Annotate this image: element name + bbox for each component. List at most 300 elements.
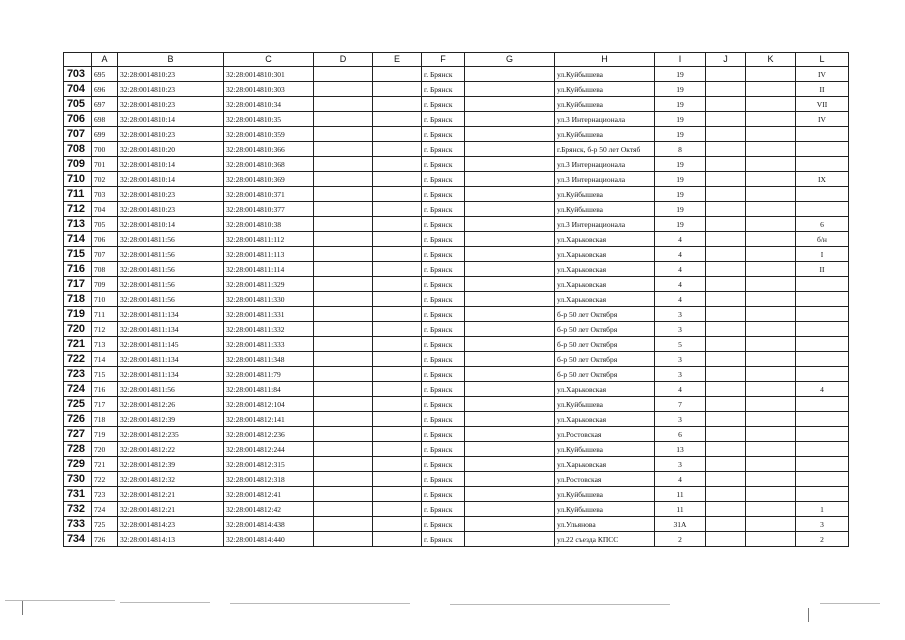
cell-d[interactable] bbox=[314, 247, 373, 262]
row-number[interactable]: 720 bbox=[64, 322, 92, 337]
cell-g[interactable] bbox=[465, 142, 555, 157]
cell-b[interactable]: 32:28:0014811:145 bbox=[118, 337, 224, 352]
cell-g[interactable] bbox=[465, 262, 555, 277]
cell-k[interactable] bbox=[746, 217, 796, 232]
cell-l[interactable] bbox=[796, 292, 849, 307]
cell-g[interactable] bbox=[465, 157, 555, 172]
cell-i[interactable]: 4 bbox=[655, 262, 706, 277]
cell-d[interactable] bbox=[314, 412, 373, 427]
cell-j[interactable] bbox=[706, 442, 746, 457]
cell-l[interactable] bbox=[796, 367, 849, 382]
row-number[interactable]: 728 bbox=[64, 442, 92, 457]
cell-k[interactable] bbox=[746, 157, 796, 172]
row-number[interactable]: 716 bbox=[64, 262, 92, 277]
cell-f[interactable]: г. Брянск bbox=[422, 517, 465, 532]
row-number[interactable]: 708 bbox=[64, 142, 92, 157]
cell-f[interactable]: г. Брянск bbox=[422, 397, 465, 412]
cell-b[interactable]: 32:28:0014811:56 bbox=[118, 232, 224, 247]
cell-i[interactable]: 4 bbox=[655, 382, 706, 397]
cell-b[interactable]: 32:28:0014811:56 bbox=[118, 247, 224, 262]
row-number[interactable]: 723 bbox=[64, 367, 92, 382]
cell-h[interactable]: ул.Куйбышева bbox=[555, 127, 655, 142]
cell-l[interactable]: VII bbox=[796, 97, 849, 112]
column-header-d[interactable]: D bbox=[314, 53, 373, 67]
cell-k[interactable] bbox=[746, 307, 796, 322]
cell-h[interactable]: ул.Куйбышева bbox=[555, 397, 655, 412]
cell-g[interactable] bbox=[465, 337, 555, 352]
cell-j[interactable] bbox=[706, 307, 746, 322]
cell-a[interactable]: 708 bbox=[92, 262, 118, 277]
cell-l[interactable] bbox=[796, 277, 849, 292]
cell-i[interactable]: 3 bbox=[655, 457, 706, 472]
cell-d[interactable] bbox=[314, 202, 373, 217]
cell-l[interactable] bbox=[796, 322, 849, 337]
row-number[interactable]: 726 bbox=[64, 412, 92, 427]
cell-h[interactable]: б-р 50 лет Октября bbox=[555, 352, 655, 367]
cell-k[interactable] bbox=[746, 517, 796, 532]
cell-f[interactable]: г. Брянск bbox=[422, 217, 465, 232]
cell-h[interactable]: ул.Харьковская bbox=[555, 277, 655, 292]
cell-c[interactable]: 32:28:0014812:236 bbox=[224, 427, 314, 442]
cell-f[interactable]: г. Брянск bbox=[422, 172, 465, 187]
cell-d[interactable] bbox=[314, 502, 373, 517]
cell-c[interactable]: 32:28:0014810:369 bbox=[224, 172, 314, 187]
row-number[interactable]: 710 bbox=[64, 172, 92, 187]
cell-d[interactable] bbox=[314, 487, 373, 502]
cell-k[interactable] bbox=[746, 172, 796, 187]
cell-f[interactable]: г. Брянск bbox=[422, 292, 465, 307]
cell-h[interactable]: ул.Ростовская bbox=[555, 472, 655, 487]
cell-b[interactable]: 32:28:0014810:14 bbox=[118, 172, 224, 187]
cell-e[interactable] bbox=[373, 517, 422, 532]
cell-c[interactable]: 32:28:0014810:34 bbox=[224, 97, 314, 112]
cell-a[interactable]: 716 bbox=[92, 382, 118, 397]
cell-l[interactable]: 3 bbox=[796, 517, 849, 532]
cell-j[interactable] bbox=[706, 517, 746, 532]
cell-f[interactable]: г. Брянск bbox=[422, 472, 465, 487]
cell-e[interactable] bbox=[373, 142, 422, 157]
cell-f[interactable]: г. Брянск bbox=[422, 367, 465, 382]
cell-d[interactable] bbox=[314, 337, 373, 352]
cell-l[interactable] bbox=[796, 442, 849, 457]
cell-d[interactable] bbox=[314, 127, 373, 142]
cell-j[interactable] bbox=[706, 322, 746, 337]
cell-b[interactable]: 32:28:0014810:14 bbox=[118, 112, 224, 127]
cell-l[interactable] bbox=[796, 307, 849, 322]
cell-h[interactable]: ул.Харьковская bbox=[555, 457, 655, 472]
row-number[interactable]: 718 bbox=[64, 292, 92, 307]
corner-cell[interactable] bbox=[64, 53, 92, 67]
cell-a[interactable]: 713 bbox=[92, 337, 118, 352]
cell-b[interactable]: 32:28:0014811:56 bbox=[118, 262, 224, 277]
cell-f[interactable]: г. Брянск bbox=[422, 457, 465, 472]
cell-j[interactable] bbox=[706, 157, 746, 172]
cell-h[interactable]: б-р 50 лет Октября bbox=[555, 367, 655, 382]
cell-g[interactable] bbox=[465, 277, 555, 292]
cell-i[interactable]: 19 bbox=[655, 82, 706, 97]
cell-h[interactable]: ул.Куйбышева bbox=[555, 187, 655, 202]
cell-h[interactable]: ул.22 съезда КПСС bbox=[555, 532, 655, 547]
cell-b[interactable]: 32:28:0014810:23 bbox=[118, 202, 224, 217]
cell-e[interactable] bbox=[373, 277, 422, 292]
cell-a[interactable]: 720 bbox=[92, 442, 118, 457]
cell-e[interactable] bbox=[373, 247, 422, 262]
cell-d[interactable] bbox=[314, 112, 373, 127]
cell-j[interactable] bbox=[706, 487, 746, 502]
cell-k[interactable] bbox=[746, 412, 796, 427]
cell-a[interactable]: 696 bbox=[92, 82, 118, 97]
cell-b[interactable]: 32:28:0014812:235 bbox=[118, 427, 224, 442]
cell-g[interactable] bbox=[465, 427, 555, 442]
cell-k[interactable] bbox=[746, 142, 796, 157]
cell-k[interactable] bbox=[746, 502, 796, 517]
cell-a[interactable]: 715 bbox=[92, 367, 118, 382]
cell-l[interactable]: 6 bbox=[796, 217, 849, 232]
cell-e[interactable] bbox=[373, 472, 422, 487]
cell-g[interactable] bbox=[465, 97, 555, 112]
cell-f[interactable]: г. Брянск bbox=[422, 247, 465, 262]
row-number[interactable]: 719 bbox=[64, 307, 92, 322]
cell-g[interactable] bbox=[465, 352, 555, 367]
cell-b[interactable]: 32:28:0014814:23 bbox=[118, 517, 224, 532]
cell-e[interactable] bbox=[373, 502, 422, 517]
cell-i[interactable]: 19 bbox=[655, 202, 706, 217]
cell-a[interactable]: 719 bbox=[92, 427, 118, 442]
cell-e[interactable] bbox=[373, 427, 422, 442]
cell-c[interactable]: 32:28:0014810:368 bbox=[224, 157, 314, 172]
cell-h[interactable]: ул.Куйбышева bbox=[555, 442, 655, 457]
cell-f[interactable]: г. Брянск bbox=[422, 97, 465, 112]
cell-l[interactable]: 4 bbox=[796, 382, 849, 397]
cell-d[interactable] bbox=[314, 352, 373, 367]
row-number[interactable]: 713 bbox=[64, 217, 92, 232]
cell-e[interactable] bbox=[373, 67, 422, 82]
cell-l[interactable] bbox=[796, 157, 849, 172]
cell-d[interactable] bbox=[314, 262, 373, 277]
cell-c[interactable]: 32:28:0014811:348 bbox=[224, 352, 314, 367]
cell-b[interactable]: 32:28:0014812:39 bbox=[118, 457, 224, 472]
cell-l[interactable] bbox=[796, 142, 849, 157]
cell-j[interactable] bbox=[706, 472, 746, 487]
cell-h[interactable]: ул.Ростовская bbox=[555, 427, 655, 442]
cell-l[interactable] bbox=[796, 352, 849, 367]
cell-h[interactable]: ул.Куйбышева bbox=[555, 97, 655, 112]
cell-f[interactable]: г. Брянск bbox=[422, 442, 465, 457]
cell-b[interactable]: 32:28:0014811:56 bbox=[118, 382, 224, 397]
cell-g[interactable] bbox=[465, 397, 555, 412]
cell-i[interactable]: 3 bbox=[655, 412, 706, 427]
cell-l[interactable]: II bbox=[796, 82, 849, 97]
cell-h[interactable]: б-р 50 лет Октября bbox=[555, 337, 655, 352]
cell-b[interactable]: 32:28:0014811:134 bbox=[118, 307, 224, 322]
cell-b[interactable]: 32:28:0014812:26 bbox=[118, 397, 224, 412]
cell-k[interactable] bbox=[746, 292, 796, 307]
cell-e[interactable] bbox=[373, 307, 422, 322]
column-header-k[interactable]: K bbox=[746, 53, 796, 67]
column-header-l[interactable]: L bbox=[796, 53, 849, 67]
cell-e[interactable] bbox=[373, 127, 422, 142]
cell-c[interactable]: 32:28:0014810:371 bbox=[224, 187, 314, 202]
cell-g[interactable] bbox=[465, 187, 555, 202]
row-number[interactable]: 722 bbox=[64, 352, 92, 367]
cell-k[interactable] bbox=[746, 97, 796, 112]
cell-d[interactable] bbox=[314, 367, 373, 382]
cell-j[interactable] bbox=[706, 292, 746, 307]
cell-c[interactable]: 32:28:0014812:41 bbox=[224, 487, 314, 502]
cell-e[interactable] bbox=[373, 202, 422, 217]
cell-a[interactable]: 710 bbox=[92, 292, 118, 307]
cell-a[interactable]: 721 bbox=[92, 457, 118, 472]
cell-l[interactable]: IX bbox=[796, 172, 849, 187]
cell-j[interactable] bbox=[706, 427, 746, 442]
cell-g[interactable] bbox=[465, 382, 555, 397]
cell-c[interactable]: 32:28:0014810:359 bbox=[224, 127, 314, 142]
column-header-i[interactable]: I bbox=[655, 53, 706, 67]
cell-h[interactable]: ул.Куйбышева bbox=[555, 82, 655, 97]
cell-j[interactable] bbox=[706, 352, 746, 367]
cell-g[interactable] bbox=[465, 532, 555, 547]
cell-b[interactable]: 32:28:0014814:13 bbox=[118, 532, 224, 547]
row-number[interactable]: 731 bbox=[64, 487, 92, 502]
row-number[interactable]: 724 bbox=[64, 382, 92, 397]
cell-k[interactable] bbox=[746, 82, 796, 97]
cell-c[interactable]: 32:28:0014811:112 bbox=[224, 232, 314, 247]
cell-a[interactable]: 707 bbox=[92, 247, 118, 262]
cell-i[interactable]: 19 bbox=[655, 172, 706, 187]
cell-a[interactable]: 712 bbox=[92, 322, 118, 337]
cell-k[interactable] bbox=[746, 352, 796, 367]
row-number[interactable]: 711 bbox=[64, 187, 92, 202]
cell-c[interactable]: 32:28:0014814:440 bbox=[224, 532, 314, 547]
cell-l[interactable]: IV bbox=[796, 67, 849, 82]
cell-b[interactable]: 32:28:0014810:23 bbox=[118, 67, 224, 82]
cell-c[interactable]: 32:28:0014812:141 bbox=[224, 412, 314, 427]
cell-f[interactable]: г. Брянск bbox=[422, 412, 465, 427]
cell-g[interactable] bbox=[465, 82, 555, 97]
cell-f[interactable]: г. Брянск bbox=[422, 487, 465, 502]
cell-c[interactable]: 32:28:0014811:329 bbox=[224, 277, 314, 292]
cell-k[interactable] bbox=[746, 322, 796, 337]
cell-c[interactable]: 32:28:0014812:315 bbox=[224, 457, 314, 472]
cell-d[interactable] bbox=[314, 382, 373, 397]
cell-h[interactable]: ул.Ульянова bbox=[555, 517, 655, 532]
cell-i[interactable]: 3 bbox=[655, 307, 706, 322]
cell-k[interactable] bbox=[746, 442, 796, 457]
cell-a[interactable]: 709 bbox=[92, 277, 118, 292]
cell-a[interactable]: 722 bbox=[92, 472, 118, 487]
cell-d[interactable] bbox=[314, 472, 373, 487]
cell-l[interactable]: II bbox=[796, 262, 849, 277]
cell-c[interactable]: 32:28:0014812:244 bbox=[224, 442, 314, 457]
cell-f[interactable]: г. Брянск bbox=[422, 157, 465, 172]
cell-g[interactable] bbox=[465, 202, 555, 217]
cell-f[interactable]: г. Брянск bbox=[422, 187, 465, 202]
cell-i[interactable]: 4 bbox=[655, 472, 706, 487]
cell-g[interactable] bbox=[465, 307, 555, 322]
cell-a[interactable]: 724 bbox=[92, 502, 118, 517]
cell-j[interactable] bbox=[706, 262, 746, 277]
cell-l[interactable] bbox=[796, 427, 849, 442]
cell-d[interactable] bbox=[314, 442, 373, 457]
cell-a[interactable]: 698 bbox=[92, 112, 118, 127]
cell-b[interactable]: 32:28:0014810:14 bbox=[118, 157, 224, 172]
cell-d[interactable] bbox=[314, 82, 373, 97]
cell-l[interactable]: I bbox=[796, 247, 849, 262]
cell-a[interactable]: 701 bbox=[92, 157, 118, 172]
cell-c[interactable]: 32:28:0014810:377 bbox=[224, 202, 314, 217]
cell-b[interactable]: 32:28:0014810:14 bbox=[118, 217, 224, 232]
row-number[interactable]: 709 bbox=[64, 157, 92, 172]
cell-d[interactable] bbox=[314, 67, 373, 82]
cell-c[interactable]: 32:28:0014811:79 bbox=[224, 367, 314, 382]
cell-j[interactable] bbox=[706, 112, 746, 127]
cell-g[interactable] bbox=[465, 517, 555, 532]
cell-j[interactable] bbox=[706, 97, 746, 112]
cell-j[interactable] bbox=[706, 337, 746, 352]
cell-d[interactable] bbox=[314, 97, 373, 112]
cell-i[interactable]: 3 bbox=[655, 367, 706, 382]
cell-c[interactable]: 32:28:0014810:35 bbox=[224, 112, 314, 127]
cell-i[interactable]: 6 bbox=[655, 427, 706, 442]
cell-i[interactable]: 11 bbox=[655, 487, 706, 502]
cell-l[interactable] bbox=[796, 337, 849, 352]
cell-h[interactable]: ул.Харьковская bbox=[555, 292, 655, 307]
cell-f[interactable]: г. Брянск bbox=[422, 142, 465, 157]
cell-e[interactable] bbox=[373, 532, 422, 547]
cell-j[interactable] bbox=[706, 457, 746, 472]
cell-c[interactable]: 32:28:0014810:301 bbox=[224, 67, 314, 82]
cell-f[interactable]: г. Брянск bbox=[422, 307, 465, 322]
cell-j[interactable] bbox=[706, 382, 746, 397]
cell-f[interactable]: г. Брянск bbox=[422, 112, 465, 127]
cell-k[interactable] bbox=[746, 457, 796, 472]
cell-e[interactable] bbox=[373, 82, 422, 97]
cell-a[interactable]: 711 bbox=[92, 307, 118, 322]
cell-d[interactable] bbox=[314, 217, 373, 232]
cell-j[interactable] bbox=[706, 397, 746, 412]
cell-a[interactable]: 699 bbox=[92, 127, 118, 142]
cell-j[interactable] bbox=[706, 502, 746, 517]
cell-b[interactable]: 32:28:0014811:134 bbox=[118, 322, 224, 337]
cell-d[interactable] bbox=[314, 232, 373, 247]
cell-d[interactable] bbox=[314, 457, 373, 472]
cell-f[interactable]: г. Брянск bbox=[422, 352, 465, 367]
row-number[interactable]: 725 bbox=[64, 397, 92, 412]
cell-i[interactable]: 5 bbox=[655, 337, 706, 352]
cell-k[interactable] bbox=[746, 277, 796, 292]
cell-e[interactable] bbox=[373, 487, 422, 502]
cell-a[interactable]: 714 bbox=[92, 352, 118, 367]
cell-h[interactable]: ул.3 Интернационала bbox=[555, 157, 655, 172]
cell-a[interactable]: 723 bbox=[92, 487, 118, 502]
cell-j[interactable] bbox=[706, 217, 746, 232]
cell-f[interactable]: г. Брянск bbox=[422, 502, 465, 517]
cell-l[interactable] bbox=[796, 457, 849, 472]
column-header-e[interactable]: E bbox=[373, 53, 422, 67]
cell-i[interactable]: 4 bbox=[655, 232, 706, 247]
cell-k[interactable] bbox=[746, 187, 796, 202]
cell-d[interactable] bbox=[314, 517, 373, 532]
cell-l[interactable] bbox=[796, 187, 849, 202]
cell-l[interactable] bbox=[796, 487, 849, 502]
cell-a[interactable]: 726 bbox=[92, 532, 118, 547]
row-number[interactable]: 729 bbox=[64, 457, 92, 472]
cell-j[interactable] bbox=[706, 142, 746, 157]
cell-e[interactable] bbox=[373, 412, 422, 427]
cell-k[interactable] bbox=[746, 472, 796, 487]
cell-b[interactable]: 32:28:0014810:20 bbox=[118, 142, 224, 157]
cell-a[interactable]: 706 bbox=[92, 232, 118, 247]
cell-l[interactable] bbox=[796, 472, 849, 487]
cell-h[interactable]: ул.Харьковская bbox=[555, 382, 655, 397]
cell-d[interactable] bbox=[314, 397, 373, 412]
cell-c[interactable]: 32:28:0014811:84 bbox=[224, 382, 314, 397]
cell-i[interactable]: 11 bbox=[655, 502, 706, 517]
cell-h[interactable]: б-р 50 лет Октября bbox=[555, 322, 655, 337]
cell-j[interactable] bbox=[706, 187, 746, 202]
row-number[interactable]: 703 bbox=[64, 67, 92, 82]
cell-g[interactable] bbox=[465, 67, 555, 82]
cell-k[interactable] bbox=[746, 337, 796, 352]
cell-d[interactable] bbox=[314, 277, 373, 292]
cell-i[interactable]: 8 bbox=[655, 142, 706, 157]
row-number[interactable]: 712 bbox=[64, 202, 92, 217]
cell-e[interactable] bbox=[373, 457, 422, 472]
cell-i[interactable]: 19 bbox=[655, 67, 706, 82]
cell-i[interactable]: 19 bbox=[655, 217, 706, 232]
row-number[interactable]: 727 bbox=[64, 427, 92, 442]
cell-b[interactable]: 32:28:0014811:134 bbox=[118, 367, 224, 382]
cell-c[interactable]: 32:28:0014811:330 bbox=[224, 292, 314, 307]
cell-j[interactable] bbox=[706, 82, 746, 97]
cell-e[interactable] bbox=[373, 352, 422, 367]
cell-k[interactable] bbox=[746, 202, 796, 217]
cell-k[interactable] bbox=[746, 382, 796, 397]
cell-f[interactable]: г. Брянск bbox=[422, 427, 465, 442]
cell-d[interactable] bbox=[314, 187, 373, 202]
cell-i[interactable]: 19 bbox=[655, 97, 706, 112]
cell-g[interactable] bbox=[465, 112, 555, 127]
cell-h[interactable]: ул.Куйбышева bbox=[555, 202, 655, 217]
cell-g[interactable] bbox=[465, 487, 555, 502]
cell-c[interactable]: 32:28:0014812:42 bbox=[224, 502, 314, 517]
cell-h[interactable]: ул.Харьковская bbox=[555, 232, 655, 247]
cell-j[interactable] bbox=[706, 232, 746, 247]
cell-a[interactable]: 705 bbox=[92, 217, 118, 232]
cell-g[interactable] bbox=[465, 247, 555, 262]
cell-b[interactable]: 32:28:0014812:21 bbox=[118, 502, 224, 517]
cell-e[interactable] bbox=[373, 187, 422, 202]
row-number[interactable]: 715 bbox=[64, 247, 92, 262]
cell-i[interactable]: 19 bbox=[655, 112, 706, 127]
cell-f[interactable]: г. Брянск bbox=[422, 202, 465, 217]
row-number[interactable]: 732 bbox=[64, 502, 92, 517]
row-number[interactable]: 705 bbox=[64, 97, 92, 112]
column-header-j[interactable]: J bbox=[706, 53, 746, 67]
row-number[interactable]: 721 bbox=[64, 337, 92, 352]
cell-a[interactable]: 697 bbox=[92, 97, 118, 112]
row-number[interactable]: 730 bbox=[64, 472, 92, 487]
cell-e[interactable] bbox=[373, 397, 422, 412]
cell-k[interactable] bbox=[746, 532, 796, 547]
cell-g[interactable] bbox=[465, 232, 555, 247]
cell-j[interactable] bbox=[706, 412, 746, 427]
cell-b[interactable]: 32:28:0014811:56 bbox=[118, 277, 224, 292]
cell-g[interactable] bbox=[465, 472, 555, 487]
cell-h[interactable]: ул.3 Интернационала bbox=[555, 112, 655, 127]
cell-l[interactable]: 2 bbox=[796, 532, 849, 547]
cell-f[interactable]: г. Брянск bbox=[422, 322, 465, 337]
